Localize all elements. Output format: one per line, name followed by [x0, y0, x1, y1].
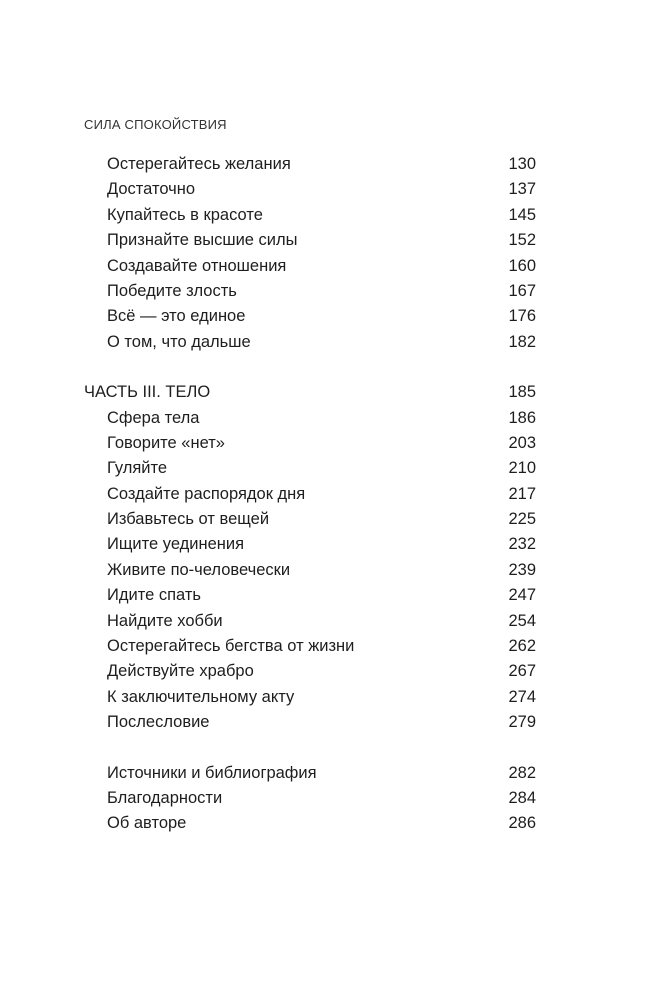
toc-entry-title: Создавайте отношения	[107, 256, 287, 275]
toc-entry	[84, 152, 536, 177]
toc-entry-title: Остерегайтесь бегства от жизни	[107, 637, 355, 656]
toc-entry-title: Говорите «нет»	[107, 433, 225, 452]
toc-entry-page: 145	[508, 205, 536, 224]
toc-entry-title: Живите по-человечески	[107, 560, 291, 579]
toc-entry	[84, 254, 536, 279]
toc-entry-title: Признайте высшие силы	[107, 231, 298, 250]
toc-entry-page: 130	[508, 155, 536, 173]
toc-entry	[84, 634, 536, 659]
table-of-contents	[84, 152, 536, 837]
toc-entry	[84, 507, 536, 532]
toc-part-page: 185	[508, 383, 536, 402]
running-head: СИЛА СПОКОЙСТВИЯ	[84, 117, 227, 132]
toc-entry-page: 176	[508, 307, 536, 326]
toc-entry-page: 274	[508, 687, 536, 706]
toc-entry-page: 186	[508, 408, 536, 427]
toc-entry-title: Победите злость	[107, 281, 237, 300]
toc-entry-title: Создайте распорядок дня	[107, 484, 306, 503]
toc-entry	[84, 761, 536, 786]
toc-entry-page: 279	[508, 713, 536, 732]
toc-entry	[84, 228, 536, 253]
toc-entry-page: 262	[508, 637, 536, 656]
toc-entry-page: 284	[508, 788, 536, 807]
toc-entry-title: Ищите уединения	[107, 535, 245, 554]
toc-entry-title: Послесловие	[107, 713, 210, 732]
toc-entry-page: 286	[508, 814, 536, 833]
toc-part-title: ЧАСТЬ III. ТЕЛО	[84, 383, 211, 402]
toc-entry	[84, 406, 536, 431]
toc-group-back-matter	[84, 761, 536, 837]
toc-entry	[84, 532, 536, 557]
toc-entry-title: Избавьтесь от вещей	[107, 510, 270, 529]
toc-entry-title: Найдите хобби	[107, 611, 223, 630]
toc-entry-page: 160	[508, 256, 536, 275]
toc-entry-title: Благодарности	[107, 788, 223, 807]
toc-entry-title: Купайтесь в красоте	[107, 205, 263, 224]
toc-entry-page: 247	[508, 586, 536, 605]
toc-entry-page: 254	[508, 611, 536, 630]
toc-entry-title: Источники и библиография	[107, 763, 317, 782]
toc-entry	[84, 203, 536, 228]
toc-entry-page: 182	[508, 332, 536, 351]
toc-entry-title: Достаточно	[107, 180, 196, 199]
toc-group-continued	[84, 152, 536, 355]
toc-entry-title: Гуляйте	[107, 459, 168, 478]
toc-entry	[84, 456, 536, 481]
toc-entry	[84, 659, 536, 684]
toc-entry-page: 210	[508, 459, 536, 478]
toc-entry-title: Всё — это единое	[107, 307, 246, 326]
toc-entry-title: О том, что дальше	[107, 332, 251, 351]
toc-entry	[84, 304, 536, 329]
toc-entry-title: Об авторе	[107, 814, 187, 833]
toc-entry	[84, 786, 536, 811]
toc-entry-page: 167	[508, 281, 536, 300]
toc-entry-title: Сфера тела	[107, 408, 200, 427]
toc-entry-page: 203	[508, 433, 536, 452]
toc-entry	[84, 811, 536, 836]
toc-entry-page: 137	[508, 180, 536, 199]
toc-entry	[84, 431, 536, 456]
toc-entry-page: 217	[508, 484, 536, 503]
toc-entry-page: 152	[508, 231, 536, 250]
toc-entry	[84, 685, 536, 710]
toc-entry-page: 239	[508, 560, 536, 579]
toc-entry	[84, 279, 536, 304]
toc-entry	[84, 558, 536, 583]
toc-entry	[84, 330, 536, 355]
toc-entry-page: 282	[508, 763, 536, 782]
toc-entry-title: Остерегайтесь желания	[107, 155, 291, 173]
toc-entry	[84, 609, 536, 634]
toc-group-part-three	[84, 380, 536, 735]
toc-entry	[84, 583, 536, 608]
toc-entry-page: 225	[508, 510, 536, 529]
toc-entry-title: Идите спать	[107, 586, 201, 605]
toc-entry	[84, 482, 536, 507]
toc-entry	[84, 177, 536, 202]
toc-entry	[84, 710, 536, 735]
toc-entry-page: 267	[508, 662, 536, 681]
toc-entry-title: К заключительному акту	[107, 687, 295, 706]
toc-part-heading	[84, 380, 536, 405]
toc-entry-title: Действуйте храбро	[107, 662, 254, 681]
toc-entry-page: 232	[508, 535, 536, 554]
